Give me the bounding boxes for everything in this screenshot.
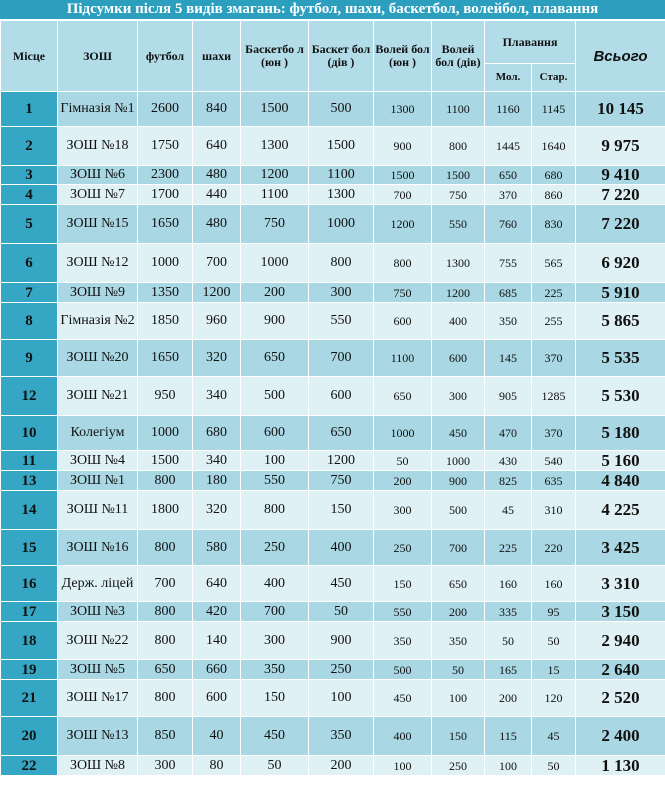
swim-senior-cell: 680: [532, 166, 576, 185]
header-volleyball-boys: Волей бол (юн ): [374, 21, 432, 92]
table-row: [1, 244, 665, 283]
volleyball-girls-cell: 1000: [432, 451, 485, 471]
school-cell: ЗОШ №8: [58, 756, 138, 776]
volleyball-boys-cell: 1500: [374, 166, 432, 185]
football-cell: 800: [138, 680, 193, 717]
place: 18: [1, 622, 58, 660]
school-cell: Колегіум: [58, 416, 138, 451]
place: 10: [1, 416, 58, 451]
table-row: [1, 717, 665, 756]
school-cell: Держ. ліцей: [58, 566, 138, 602]
total-cell: 2 400: [576, 717, 665, 756]
place: 1: [1, 92, 58, 127]
table-row: [1, 340, 665, 377]
header-swim-senior: Стар.: [532, 64, 576, 92]
place: 11: [1, 451, 58, 471]
volleyball-girls-cell: 700: [432, 530, 485, 566]
football-cell: 1350: [138, 283, 193, 303]
volleyball-girls-cell: 250: [432, 756, 485, 776]
place: 22: [1, 756, 58, 776]
football-cell: 800: [138, 471, 193, 491]
swim-senior-cell: 565: [532, 244, 576, 283]
swim-senior-cell: 15: [532, 660, 576, 680]
basketball-boys-cell: 200: [241, 283, 309, 303]
volleyball-boys-cell: 800: [374, 244, 432, 283]
volleyball-girls-cell: 100: [432, 680, 485, 717]
swim-senior-cell: 50: [532, 756, 576, 776]
basketball-girls-cell: 50: [309, 602, 374, 622]
swim-senior-cell: 160: [532, 566, 576, 602]
page-title: Підсумки після 5 видів змагань: футбол, шахи, баскетбол, волейбол, плавання: [0, 0, 665, 20]
volleyball-girls-cell: 750: [432, 185, 485, 205]
football-cell: 1000: [138, 416, 193, 451]
table-row: [1, 622, 665, 660]
results-body: [1, 92, 665, 776]
swim-junior-cell: 430: [485, 451, 532, 471]
swim-junior-cell: 760: [485, 205, 532, 244]
basketball-girls-cell: 650: [309, 416, 374, 451]
basketball-boys-cell: 500: [241, 377, 309, 416]
table-row: [1, 660, 665, 680]
swim-senior-cell: 220: [532, 530, 576, 566]
basketball-boys-cell: 1100: [241, 185, 309, 205]
total-cell: 9 975: [576, 127, 665, 166]
chess-cell: 960: [193, 303, 241, 340]
basketball-girls-cell: 600: [309, 377, 374, 416]
volleyball-boys-cell: 750: [374, 283, 432, 303]
chess-cell: 680: [193, 416, 241, 451]
table-row: [1, 471, 665, 491]
swim-senior-cell: 370: [532, 416, 576, 451]
volleyball-girls-cell: 900: [432, 471, 485, 491]
volleyball-boys-cell: 1000: [374, 416, 432, 451]
chess-cell: 440: [193, 185, 241, 205]
total-cell: 4 225: [576, 491, 665, 530]
total-cell: 3 150: [576, 602, 665, 622]
basketball-girls-cell: 1100: [309, 166, 374, 185]
header-school: ЗОШ: [58, 21, 138, 92]
school-cell: ЗОШ №6: [58, 166, 138, 185]
chess-cell: 420: [193, 602, 241, 622]
place: 6: [1, 244, 58, 283]
basketball-boys-cell: 900: [241, 303, 309, 340]
total-cell: 5 910: [576, 283, 665, 303]
school-cell: ЗОШ №9: [58, 283, 138, 303]
table-row: [1, 530, 665, 566]
swim-senior-cell: 370: [532, 340, 576, 377]
place: 5: [1, 205, 58, 244]
place: 20: [1, 717, 58, 756]
basketball-boys-cell: 800: [241, 491, 309, 530]
football-cell: 800: [138, 530, 193, 566]
chess-cell: 580: [193, 530, 241, 566]
chess-cell: 340: [193, 377, 241, 416]
swim-junior-cell: 100: [485, 756, 532, 776]
volleyball-boys-cell: 150: [374, 566, 432, 602]
football-cell: 850: [138, 717, 193, 756]
volleyball-girls-cell: 1300: [432, 244, 485, 283]
table-row: [1, 127, 665, 166]
basketball-boys-cell: 300: [241, 622, 309, 660]
basketball-boys-cell: 350: [241, 660, 309, 680]
volleyball-boys-cell: 700: [374, 185, 432, 205]
table-row: [1, 680, 665, 717]
header-basketball-girls: Баскет бол (дів ): [309, 21, 374, 92]
school-cell: ЗОШ №17: [58, 680, 138, 717]
volleyball-girls-cell: 1200: [432, 283, 485, 303]
place: 15: [1, 530, 58, 566]
volleyball-boys-cell: 400: [374, 717, 432, 756]
school-cell: ЗОШ №21: [58, 377, 138, 416]
table-row: [1, 566, 665, 602]
school-cell: ЗОШ №13: [58, 717, 138, 756]
school-cell: ЗОШ №18: [58, 127, 138, 166]
swim-junior-cell: 165: [485, 660, 532, 680]
basketball-boys-cell: 100: [241, 451, 309, 471]
school-cell: ЗОШ №11: [58, 491, 138, 530]
basketball-boys-cell: 150: [241, 680, 309, 717]
basketball-boys-cell: 250: [241, 530, 309, 566]
swim-junior-cell: 115: [485, 717, 532, 756]
football-cell: 2300: [138, 166, 193, 185]
basketball-boys-cell: 650: [241, 340, 309, 377]
total-cell: 4 840: [576, 471, 665, 491]
table-row: [1, 92, 665, 127]
volleyball-girls-cell: 800: [432, 127, 485, 166]
chess-cell: 600: [193, 680, 241, 717]
volleyball-boys-cell: 1100: [374, 340, 432, 377]
basketball-girls-cell: 200: [309, 756, 374, 776]
basketball-boys-cell: 400: [241, 566, 309, 602]
volleyball-girls-cell: 1100: [432, 92, 485, 127]
header-total: Всього: [576, 21, 665, 92]
school-cell: ЗОШ №16: [58, 530, 138, 566]
football-cell: 800: [138, 602, 193, 622]
basketball-girls-cell: 550: [309, 303, 374, 340]
swim-senior-cell: 225: [532, 283, 576, 303]
swim-senior-cell: 540: [532, 451, 576, 471]
place: 7: [1, 283, 58, 303]
place: 19: [1, 660, 58, 680]
football-cell: 1800: [138, 491, 193, 530]
basketball-girls-cell: 500: [309, 92, 374, 127]
volleyball-girls-cell: 600: [432, 340, 485, 377]
volleyball-girls-cell: 50: [432, 660, 485, 680]
place: 14: [1, 491, 58, 530]
place: 13: [1, 471, 58, 491]
swim-junior-cell: 50: [485, 622, 532, 660]
swim-senior-cell: 50: [532, 622, 576, 660]
total-cell: 7 220: [576, 185, 665, 205]
football-cell: 1700: [138, 185, 193, 205]
basketball-girls-cell: 250: [309, 660, 374, 680]
total-cell: 2 640: [576, 660, 665, 680]
volleyball-girls-cell: 300: [432, 377, 485, 416]
chess-cell: 180: [193, 471, 241, 491]
place: 9: [1, 340, 58, 377]
total-cell: 3 425: [576, 530, 665, 566]
basketball-boys-cell: 1300: [241, 127, 309, 166]
total-cell: 10 145: [576, 92, 665, 127]
header-volleyball-girls: Волей бол (дів): [432, 21, 485, 92]
volleyball-boys-cell: 650: [374, 377, 432, 416]
chess-cell: 700: [193, 244, 241, 283]
swim-senior-cell: 635: [532, 471, 576, 491]
chess-cell: 660: [193, 660, 241, 680]
table-row: [1, 185, 665, 205]
basketball-girls-cell: 150: [309, 491, 374, 530]
volleyball-boys-cell: 600: [374, 303, 432, 340]
volleyball-girls-cell: 400: [432, 303, 485, 340]
total-cell: 5 865: [576, 303, 665, 340]
place: 8: [1, 303, 58, 340]
swim-senior-cell: 860: [532, 185, 576, 205]
school-cell: ЗОШ №4: [58, 451, 138, 471]
school-cell: ЗОШ №20: [58, 340, 138, 377]
header-swimming: Плавання: [485, 21, 576, 64]
swim-senior-cell: 45: [532, 717, 576, 756]
basketball-girls-cell: 800: [309, 244, 374, 283]
football-cell: 1750: [138, 127, 193, 166]
volleyball-girls-cell: 350: [432, 622, 485, 660]
volleyball-boys-cell: 500: [374, 660, 432, 680]
chess-cell: 340: [193, 451, 241, 471]
swim-junior-cell: 755: [485, 244, 532, 283]
header-place: Місце: [1, 21, 58, 92]
total-cell: 5 535: [576, 340, 665, 377]
basketball-girls-cell: 450: [309, 566, 374, 602]
results-table: [0, 20, 665, 776]
basketball-girls-cell: 1200: [309, 451, 374, 471]
school-cell: ЗОШ №3: [58, 602, 138, 622]
place: 4: [1, 185, 58, 205]
school-cell: ЗОШ №5: [58, 660, 138, 680]
basketball-boys-cell: 450: [241, 717, 309, 756]
school-cell: ЗОШ №15: [58, 205, 138, 244]
basketball-girls-cell: 350: [309, 717, 374, 756]
volleyball-boys-cell: 350: [374, 622, 432, 660]
football-cell: 1650: [138, 205, 193, 244]
swim-senior-cell: 255: [532, 303, 576, 340]
table-row: [1, 283, 665, 303]
volleyball-boys-cell: 300: [374, 491, 432, 530]
football-cell: 800: [138, 622, 193, 660]
football-cell: 950: [138, 377, 193, 416]
volleyball-boys-cell: 450: [374, 680, 432, 717]
total-cell: 5 530: [576, 377, 665, 416]
table-row: [1, 303, 665, 340]
place: 21: [1, 680, 58, 717]
chess-cell: 80: [193, 756, 241, 776]
basketball-girls-cell: 400: [309, 530, 374, 566]
total-cell: 1 130: [576, 756, 665, 776]
school-cell: ЗОШ №1: [58, 471, 138, 491]
chess-cell: 320: [193, 340, 241, 377]
total-cell: 5 160: [576, 451, 665, 471]
swim-senior-cell: 1285: [532, 377, 576, 416]
football-cell: 700: [138, 566, 193, 602]
school-cell: ЗОШ №12: [58, 244, 138, 283]
place: 16: [1, 566, 58, 602]
chess-cell: 640: [193, 127, 241, 166]
chess-cell: 320: [193, 491, 241, 530]
volleyball-girls-cell: 650: [432, 566, 485, 602]
volleyball-boys-cell: 1200: [374, 205, 432, 244]
basketball-girls-cell: 1300: [309, 185, 374, 205]
school-cell: Гімназія №2: [58, 303, 138, 340]
table-row: [1, 416, 665, 451]
swim-junior-cell: 160: [485, 566, 532, 602]
table-row: [1, 602, 665, 622]
header-swim-junior: Мол.: [485, 64, 532, 92]
basketball-girls-cell: 100: [309, 680, 374, 717]
volleyball-girls-cell: 500: [432, 491, 485, 530]
volleyball-boys-cell: 550: [374, 602, 432, 622]
total-cell: 6 920: [576, 244, 665, 283]
chess-cell: 140: [193, 622, 241, 660]
table-row: [1, 756, 665, 776]
swim-junior-cell: 1445: [485, 127, 532, 166]
chess-cell: 40: [193, 717, 241, 756]
swim-senior-cell: 1640: [532, 127, 576, 166]
swim-junior-cell: 905: [485, 377, 532, 416]
table-row: [1, 491, 665, 530]
chess-cell: 480: [193, 205, 241, 244]
swim-senior-cell: 1145: [532, 92, 576, 127]
chess-cell: 840: [193, 92, 241, 127]
total-cell: 3 310: [576, 566, 665, 602]
basketball-boys-cell: 550: [241, 471, 309, 491]
basketball-boys-cell: 700: [241, 602, 309, 622]
swim-junior-cell: 470: [485, 416, 532, 451]
basketball-boys-cell: 600: [241, 416, 309, 451]
header-football: футбол: [138, 21, 193, 92]
place: 2: [1, 127, 58, 166]
volleyball-boys-cell: 900: [374, 127, 432, 166]
swim-junior-cell: 370: [485, 185, 532, 205]
basketball-boys-cell: 50: [241, 756, 309, 776]
basketball-girls-cell: 750: [309, 471, 374, 491]
chess-cell: 640: [193, 566, 241, 602]
table-row: [1, 166, 665, 185]
football-cell: 1850: [138, 303, 193, 340]
volleyball-boys-cell: 1300: [374, 92, 432, 127]
swim-junior-cell: 145: [485, 340, 532, 377]
basketball-boys-cell: 750: [241, 205, 309, 244]
volleyball-girls-cell: 1500: [432, 166, 485, 185]
school-cell: Гімназія №1: [58, 92, 138, 127]
volleyball-boys-cell: 50: [374, 451, 432, 471]
swim-junior-cell: 45: [485, 491, 532, 530]
swim-senior-cell: 310: [532, 491, 576, 530]
basketball-girls-cell: 900: [309, 622, 374, 660]
header-row: [1, 21, 665, 64]
swim-junior-cell: 650: [485, 166, 532, 185]
place: 3: [1, 166, 58, 185]
school-cell: ЗОШ №22: [58, 622, 138, 660]
chess-cell: 480: [193, 166, 241, 185]
table-row: [1, 205, 665, 244]
table-row: [1, 451, 665, 471]
swim-junior-cell: 200: [485, 680, 532, 717]
swim-junior-cell: 825: [485, 471, 532, 491]
basketball-boys-cell: 1200: [241, 166, 309, 185]
swim-junior-cell: 335: [485, 602, 532, 622]
football-cell: 1500: [138, 451, 193, 471]
swim-senior-cell: 95: [532, 602, 576, 622]
swim-senior-cell: 830: [532, 205, 576, 244]
total-cell: 7 220: [576, 205, 665, 244]
football-cell: 1650: [138, 340, 193, 377]
header-chess: шахи: [193, 21, 241, 92]
basketball-girls-cell: 1000: [309, 205, 374, 244]
basketball-girls-cell: 1500: [309, 127, 374, 166]
volleyball-girls-cell: 450: [432, 416, 485, 451]
basketball-girls-cell: 700: [309, 340, 374, 377]
swim-junior-cell: 1160: [485, 92, 532, 127]
school-cell: ЗОШ №7: [58, 185, 138, 205]
swim-junior-cell: 350: [485, 303, 532, 340]
football-cell: 2600: [138, 92, 193, 127]
volleyball-boys-cell: 100: [374, 756, 432, 776]
swim-senior-cell: 120: [532, 680, 576, 717]
volleyball-girls-cell: 150: [432, 717, 485, 756]
total-cell: 9 410: [576, 166, 665, 185]
basketball-girls-cell: 300: [309, 283, 374, 303]
football-cell: 650: [138, 660, 193, 680]
football-cell: 1000: [138, 244, 193, 283]
header-basketball-boys: Баскетбо л (юн ): [241, 21, 309, 92]
football-cell: 300: [138, 756, 193, 776]
swim-junior-cell: 225: [485, 530, 532, 566]
volleyball-boys-cell: 200: [374, 471, 432, 491]
swim-junior-cell: 685: [485, 283, 532, 303]
total-cell: 5 180: [576, 416, 665, 451]
volleyball-girls-cell: 550: [432, 205, 485, 244]
volleyball-boys-cell: 250: [374, 530, 432, 566]
basketball-boys-cell: 1000: [241, 244, 309, 283]
place: 17: [1, 602, 58, 622]
table-row: [1, 377, 665, 416]
total-cell: 2 940: [576, 622, 665, 660]
chess-cell: 1200: [193, 283, 241, 303]
place: 12: [1, 377, 58, 416]
basketball-boys-cell: 1500: [241, 92, 309, 127]
volleyball-girls-cell: 200: [432, 602, 485, 622]
total-cell: 2 520: [576, 680, 665, 717]
